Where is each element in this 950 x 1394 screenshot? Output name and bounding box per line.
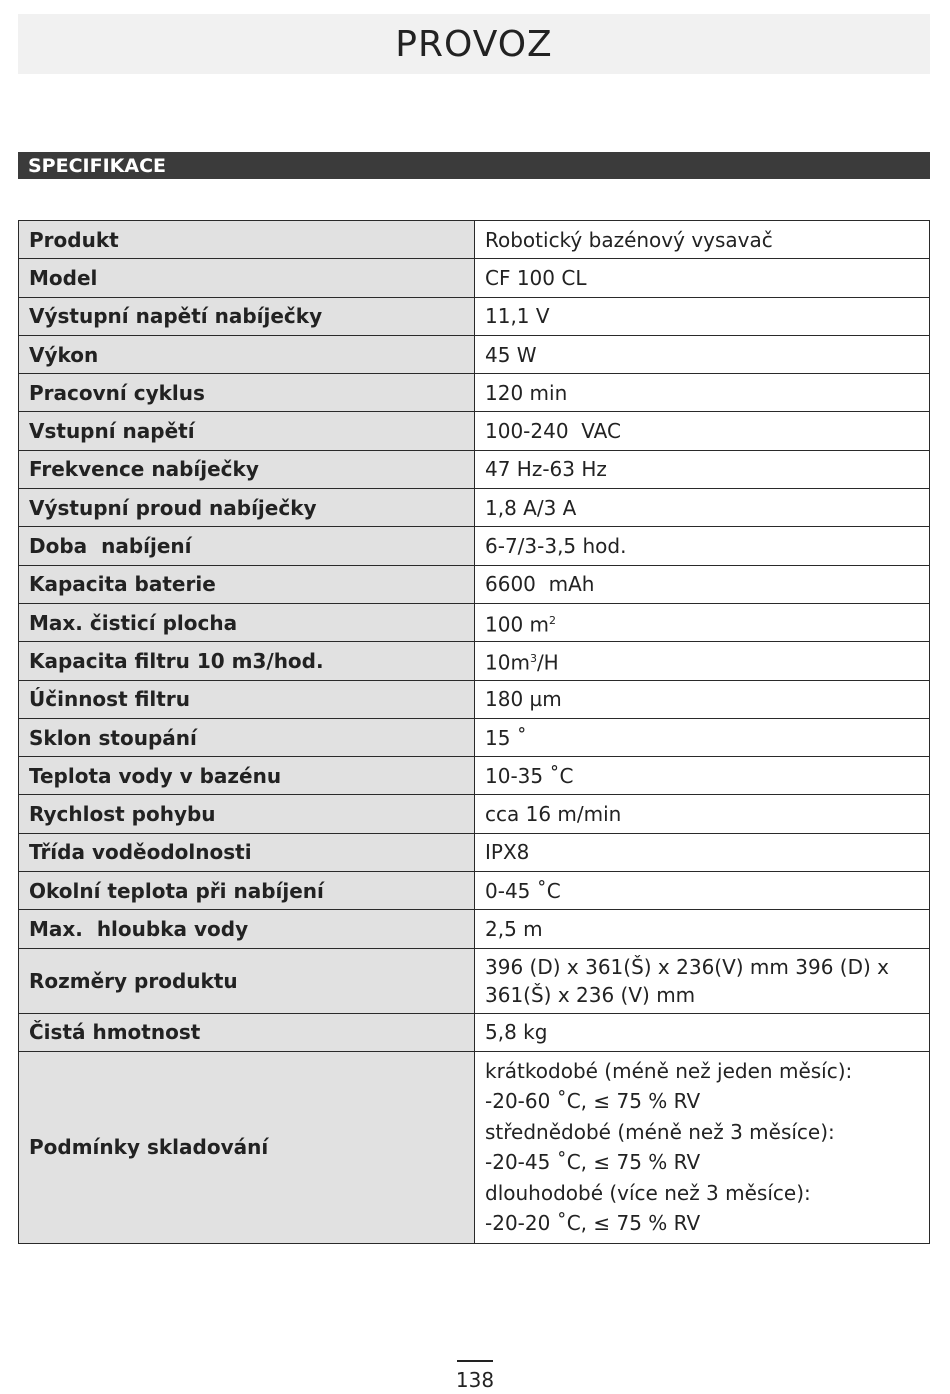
spec-label: Kapacita filtru 10 m3/hod. [19,642,475,680]
section-title: SPECIFIKACE [28,154,167,177]
page-title-bar [18,14,930,74]
table-row [19,412,930,450]
spec-value: cca 16 m/min [475,795,930,833]
spec-label: Max. čisticí plocha [19,603,475,641]
spec-value: 180 µm [475,680,930,718]
spec-value: 5,8 kg [475,1013,930,1051]
spec-value-suffix: /H [536,650,559,675]
storage-line: krátkodobé (méně než jeden měsíc): [485,1058,853,1083]
spec-label: Rychlost pohybu [19,795,475,833]
table-row [19,374,930,412]
table-row [19,527,930,565]
spec-label: Frekvence nabíječky [19,450,475,488]
spec-value: 2,5 m [475,910,930,948]
table-row [19,1013,930,1051]
storage-line: -20-60 ˚C, ≤ 75 % RV [485,1089,701,1114]
spec-value-storage [475,1051,930,1243]
spec-label: Doba nabíjení [19,527,475,565]
spec-label: Teplota vody v bazénu [19,757,475,795]
table-row [19,603,930,641]
footer-rule [457,1360,493,1362]
spec-label: Výstupní proud nabíječky [19,489,475,527]
table-row [19,259,930,297]
spec-value: 45 W [475,335,930,373]
spec-value-text: 10m [485,650,530,675]
spec-value: 15 ˚ [475,718,930,756]
spec-label: Kapacita baterie [19,565,475,603]
page-number: 138 [455,1368,495,1392]
table-row [19,221,930,259]
spec-label: Pracovní cyklus [19,374,475,412]
table-row [19,948,930,1013]
table-row [19,450,930,488]
spec-value: CF 100 CL [475,259,930,297]
spec-value: 10-35 ˚C [475,757,930,795]
table-row [19,680,930,718]
table-row [19,297,930,335]
spec-value [475,642,930,680]
table-row [19,335,930,373]
superscript: 2 [549,613,557,627]
spec-value: 100-240 VAC [475,412,930,450]
storage-line: střednědobé (méně než 3 měsíce): [485,1119,835,1144]
table-row [19,757,930,795]
spec-value: Robotický bazénový vysavač [475,221,930,259]
storage-line: dlouhodobé (více než 3 měsíce): [485,1180,811,1205]
page-title: PROVOZ [395,23,553,65]
spec-value: 11,1 V [475,297,930,335]
section-header [18,152,930,179]
spec-value: 1,8 A/3 A [475,489,930,527]
spec-label: Vstupní napětí [19,412,475,450]
superscript: 3 [529,652,537,666]
table-row [19,1051,930,1243]
spec-label: Okolní teplota při nabíjení [19,872,475,910]
table-row [19,795,930,833]
spec-label: Čistá hmotnost [19,1013,475,1051]
spec-value: 120 min [475,374,930,412]
spec-label: Výstupní napětí nabíječky [19,297,475,335]
spec-label: Produkt [19,221,475,259]
spec-label: Třída voděodolnosti [19,833,475,871]
spec-label: Výkon [19,335,475,373]
spec-value: 396 (D) x 361(Š) x 236(V) mm 396 (D) x 361(Š) x 236 (V) mm [475,948,930,1013]
table-row [19,642,930,680]
spec-label: Účinnost filtru [19,680,475,718]
spec-label: Max. hloubka vody [19,910,475,948]
spec-label: Model [19,259,475,297]
spec-value: IPX8 [475,833,930,871]
spec-value [475,603,930,641]
spec-value: 47 Hz-63 Hz [475,450,930,488]
table-row [19,489,930,527]
table-row [19,718,930,756]
spec-value-text: 100 m [485,612,550,637]
storage-line: -20-45 ˚C, ≤ 75 % RV [485,1150,701,1175]
specification-table [18,220,930,1244]
table-row [19,565,930,603]
spec-label: Rozměry produktu [19,948,475,1013]
table-row [19,872,930,910]
table-row [19,910,930,948]
table-row [19,833,930,871]
spec-label: Podmínky skladování [19,1051,475,1243]
spec-value: 0-45 ˚C [475,872,930,910]
spec-value: 6-7/3-3,5 hod. [475,527,930,565]
page-footer [0,1360,950,1392]
spec-label: Sklon stoupání [19,718,475,756]
storage-line: -20-20 ˚C, ≤ 75 % RV [485,1211,701,1236]
spec-value: 6600 mAh [475,565,930,603]
